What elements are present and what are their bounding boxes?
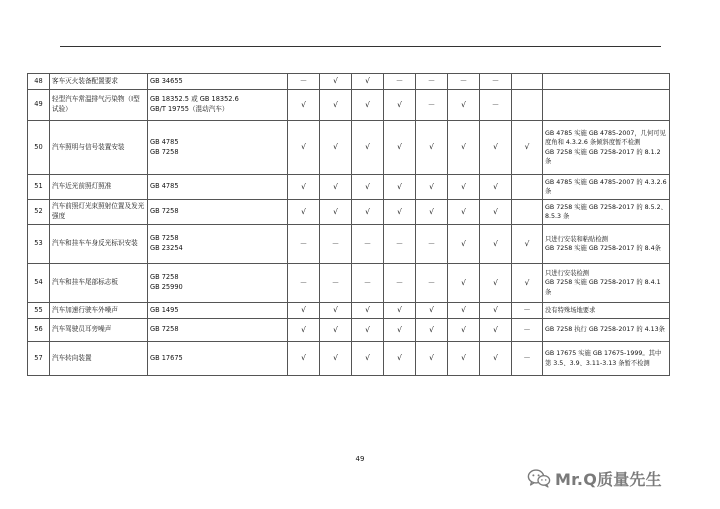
applicability-mark: √	[480, 225, 512, 264]
applicability-mark: √	[320, 74, 352, 90]
table-row	[28, 342, 670, 376]
row-number: 49	[28, 90, 50, 121]
page-number: 49	[355, 455, 365, 463]
applicability-mark: √	[416, 200, 448, 225]
applicability-mark: √	[448, 200, 480, 225]
applicability-mark: －	[320, 225, 352, 264]
applicability-mark: √	[288, 200, 320, 225]
table-row	[28, 121, 670, 175]
applicability-mark: √	[448, 121, 480, 175]
header-rule	[60, 46, 661, 47]
standard-ref: GB 1495	[148, 303, 288, 319]
applicability-mark: √	[416, 121, 448, 175]
remark: GB 4785 实施 GB 4785-2007，几何可见度角和 4.3.2.6 条倾斜度暂不检测 GB 7258 实施 GB 7258-2017 的 8.1.2 条	[543, 121, 670, 175]
applicability-mark: √	[288, 319, 320, 342]
remark: GB 17675 实施 GB 17675-1999。其中第 3.5、3.9、3.11-3.13 条暂不检测	[543, 342, 670, 376]
standard-ref: GB 34655	[148, 74, 288, 90]
applicability-mark: √	[320, 342, 352, 376]
applicability-mark: －	[288, 264, 320, 303]
test-item: 汽车和挂车尾部标志板	[50, 264, 148, 303]
applicability-mark: √	[288, 121, 320, 175]
applicability-mark: √	[352, 175, 384, 200]
applicability-mark: √	[288, 90, 320, 121]
applicability-mark: －	[512, 303, 543, 319]
applicability-mark: √	[352, 200, 384, 225]
remark	[543, 74, 670, 90]
remark: GB 7258 执行 GB 7258-2017 的 4.13条	[543, 319, 670, 342]
applicability-mark: √	[384, 90, 416, 121]
test-item: 汽车和挂车车身反光标识安装	[50, 225, 148, 264]
applicability-mark: √	[448, 90, 480, 121]
table-row	[28, 303, 670, 319]
applicability-mark: √	[320, 319, 352, 342]
applicability-mark: √	[320, 121, 352, 175]
table-row	[28, 225, 670, 264]
applicability-mark: －	[384, 225, 416, 264]
table-row	[28, 90, 670, 121]
applicability-mark: √	[512, 264, 543, 303]
test-item: 轻型汽车常温排气污染物（I型试验）	[50, 90, 148, 121]
test-item: 汽车加速行驶车外噪声	[50, 303, 148, 319]
applicability-mark: －	[288, 225, 320, 264]
applicability-mark: √	[288, 342, 320, 376]
row-number: 57	[28, 342, 50, 376]
applicability-mark: √	[352, 303, 384, 319]
row-number: 56	[28, 319, 50, 342]
applicability-mark: －	[512, 342, 543, 376]
wechat-logo-icon	[527, 468, 551, 488]
applicability-mark: －	[512, 319, 543, 342]
applicability-mark	[512, 200, 543, 225]
applicability-mark: √	[384, 175, 416, 200]
watermark-text: Mr.Q质量先生	[555, 469, 662, 489]
applicability-mark: √	[448, 319, 480, 342]
standard-ref: GB 7258	[148, 319, 288, 342]
remark: GB 7258 实施 GB 7258-2017 的 8.5.2、8.5.3 条	[543, 200, 670, 225]
standard-ref: GB 18352.5 或 GB 18352.6 GB/T 19755（混动汽车）	[148, 90, 288, 121]
applicability-mark: √	[384, 200, 416, 225]
standard-ref: GB 17675	[148, 342, 288, 376]
applicability-mark: －	[480, 74, 512, 90]
applicability-mark: √	[448, 342, 480, 376]
row-number: 51	[28, 175, 50, 200]
applicability-mark: √	[416, 303, 448, 319]
applicability-mark: √	[416, 319, 448, 342]
applicability-mark: －	[416, 74, 448, 90]
applicability-mark: √	[512, 121, 543, 175]
row-number: 54	[28, 264, 50, 303]
row-number: 48	[28, 74, 50, 90]
row-number: 50	[28, 121, 50, 175]
applicability-mark	[512, 175, 543, 200]
applicability-mark: √	[384, 342, 416, 376]
applicability-mark: √	[352, 90, 384, 121]
applicability-mark	[512, 90, 543, 121]
applicability-mark: √	[288, 175, 320, 200]
applicability-mark: √	[352, 74, 384, 90]
applicability-mark: √	[448, 264, 480, 303]
remark	[543, 90, 670, 121]
applicability-mark: √	[288, 303, 320, 319]
applicability-mark: √	[448, 303, 480, 319]
applicability-mark: √	[512, 225, 543, 264]
standard-ref: GB 7258 GB 25990	[148, 264, 288, 303]
applicability-mark: √	[416, 342, 448, 376]
test-item: 汽车转向装置	[50, 342, 148, 376]
applicability-mark: －	[416, 264, 448, 303]
applicability-mark: √	[480, 303, 512, 319]
standards-table	[27, 73, 670, 376]
applicability-mark: √	[320, 200, 352, 225]
applicability-mark: √	[320, 175, 352, 200]
applicability-mark: √	[480, 264, 512, 303]
table-row	[28, 200, 670, 225]
applicability-mark: √	[448, 175, 480, 200]
applicability-mark: －	[384, 264, 416, 303]
applicability-mark: √	[416, 175, 448, 200]
test-item: 汽车驾驶员耳旁噪声	[50, 319, 148, 342]
applicability-mark: √	[352, 121, 384, 175]
standard-ref: GB 4785	[148, 175, 288, 200]
applicability-mark: √	[384, 121, 416, 175]
applicability-mark: √	[480, 200, 512, 225]
test-item: 汽车照明与信号装置安装	[50, 121, 148, 175]
applicability-mark: √	[480, 319, 512, 342]
applicability-mark: －	[416, 225, 448, 264]
test-item: 客车灭火装备配置要求	[50, 74, 148, 90]
table-row	[28, 175, 670, 200]
test-item: 汽车近光前照灯照准	[50, 175, 148, 200]
applicability-mark: √	[384, 319, 416, 342]
row-number: 53	[28, 225, 50, 264]
applicability-mark: √	[320, 303, 352, 319]
applicability-mark: √	[480, 175, 512, 200]
applicability-mark: －	[288, 74, 320, 90]
remark: 只进行安装和粘贴检测 GB 7258 实施 GB 7258-2017 的 8.4条	[543, 225, 670, 264]
standard-ref: GB 4785 GB 7258	[148, 121, 288, 175]
remark: 只进行安装检测 GB 7258 实施 GB 7258-2017 的 8.4.1 条	[543, 264, 670, 303]
remark: 没有特殊场地要求	[543, 303, 670, 319]
applicability-mark	[512, 74, 543, 90]
table-row	[28, 74, 670, 90]
applicability-mark: √	[384, 303, 416, 319]
applicability-mark: －	[384, 74, 416, 90]
row-number: 52	[28, 200, 50, 225]
watermark	[527, 468, 662, 488]
test-item: 汽车前照灯光束照射位置及发光强度	[50, 200, 148, 225]
applicability-mark: √	[320, 90, 352, 121]
applicability-mark: －	[352, 264, 384, 303]
row-number: 55	[28, 303, 50, 319]
applicability-mark: －	[320, 264, 352, 303]
applicability-mark: －	[416, 90, 448, 121]
applicability-mark: √	[352, 342, 384, 376]
remark: GB 4785 实施 GB 4785-2007 的 4.3.2.6 条	[543, 175, 670, 200]
table-row	[28, 319, 670, 342]
standard-ref: GB 7258	[148, 200, 288, 225]
applicability-mark: √	[352, 319, 384, 342]
standard-ref: GB 7258 GB 23254	[148, 225, 288, 264]
applicability-mark: √	[480, 342, 512, 376]
applicability-mark: －	[352, 225, 384, 264]
applicability-mark: －	[480, 90, 512, 121]
applicability-mark: －	[448, 74, 480, 90]
applicability-mark: √	[448, 225, 480, 264]
table-row	[28, 264, 670, 303]
applicability-mark: √	[480, 121, 512, 175]
